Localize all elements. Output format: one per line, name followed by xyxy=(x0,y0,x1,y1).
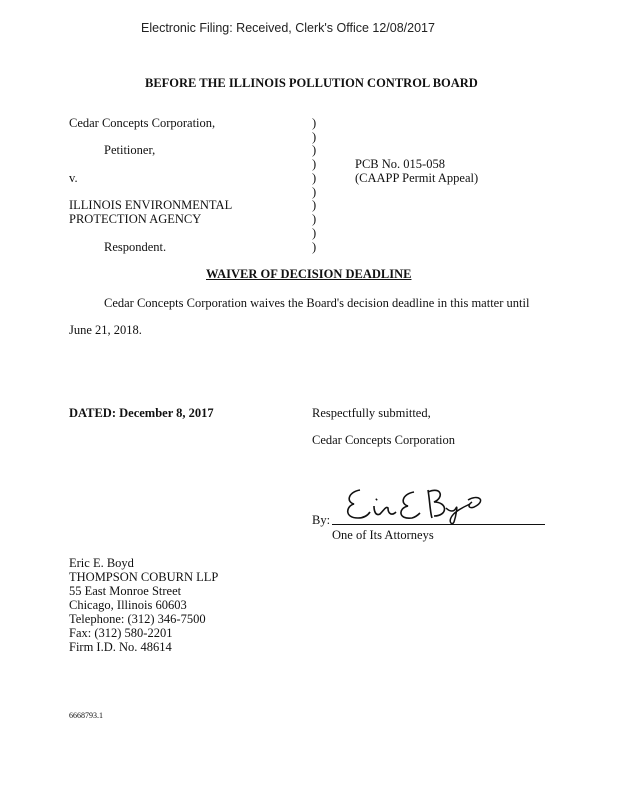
caption-paren: ) xyxy=(312,171,317,185)
caption-paren: ) xyxy=(312,185,317,199)
counsel-telephone: Telephone: (312) 346-7500 xyxy=(69,612,206,626)
petitioner-role: Petitioner, xyxy=(104,143,156,157)
respondent-name-line2: PROTECTION AGENCY xyxy=(69,212,202,226)
caption-paren: ) xyxy=(312,116,317,130)
caption-paren: ) xyxy=(312,240,317,254)
counsel-street: 55 East Monroe Street xyxy=(69,584,182,598)
respondent-role: Respondent. xyxy=(104,240,167,254)
signer-capacity: One of Its Attorneys xyxy=(332,528,434,542)
caption-paren: ) xyxy=(312,143,317,157)
body-line-1: Cedar Concepts Corporation waives the Board's decision deadline in this matter until xyxy=(104,296,530,310)
document-heading: BEFORE THE ILLINOIS POLLUTION CONTROL BOARD xyxy=(145,76,478,90)
respondent-name-line1: ILLINOIS ENVIRONMENTAL xyxy=(69,198,233,212)
counsel-firm-id: Firm I.D. No. 48614 xyxy=(69,640,172,654)
caption-paren: ) xyxy=(312,157,317,171)
petitioner-name: Cedar Concepts Corporation, xyxy=(69,116,216,130)
counsel-name: Eric E. Boyd xyxy=(69,556,134,570)
caption-paren: ) xyxy=(312,130,317,144)
case-type: (CAAPP Permit Appeal) xyxy=(355,171,479,185)
signature-line xyxy=(332,524,545,525)
document-title: WAIVER OF DECISION DEADLINE xyxy=(206,267,412,281)
case-number: PCB No. 015-058 xyxy=(355,157,445,171)
dated-line: DATED: December 8, 2017 xyxy=(69,406,214,420)
signing-party: Cedar Concepts Corporation xyxy=(312,433,456,447)
by-label: By: xyxy=(312,513,331,527)
counsel-city: Chicago, Illinois 60603 xyxy=(69,598,187,612)
counsel-fax: Fax: (312) 580-2201 xyxy=(69,626,173,640)
closing: Respectfully submitted, xyxy=(312,406,431,420)
caption-paren: ) xyxy=(312,198,317,212)
handwritten-signature xyxy=(340,482,490,526)
caption-paren: ) xyxy=(312,212,317,226)
versus: v. xyxy=(69,171,78,185)
document-id: 6668793.1 xyxy=(69,711,103,720)
filing-stamp: Electronic Filing: Received, Clerk's Office 12/08/2017 xyxy=(141,21,435,35)
body-line-2: June 21, 2018. xyxy=(69,323,142,337)
caption-paren: ) xyxy=(312,226,317,240)
signature xyxy=(340,482,490,526)
counsel-firm: THOMPSON COBURN LLP xyxy=(69,570,219,584)
